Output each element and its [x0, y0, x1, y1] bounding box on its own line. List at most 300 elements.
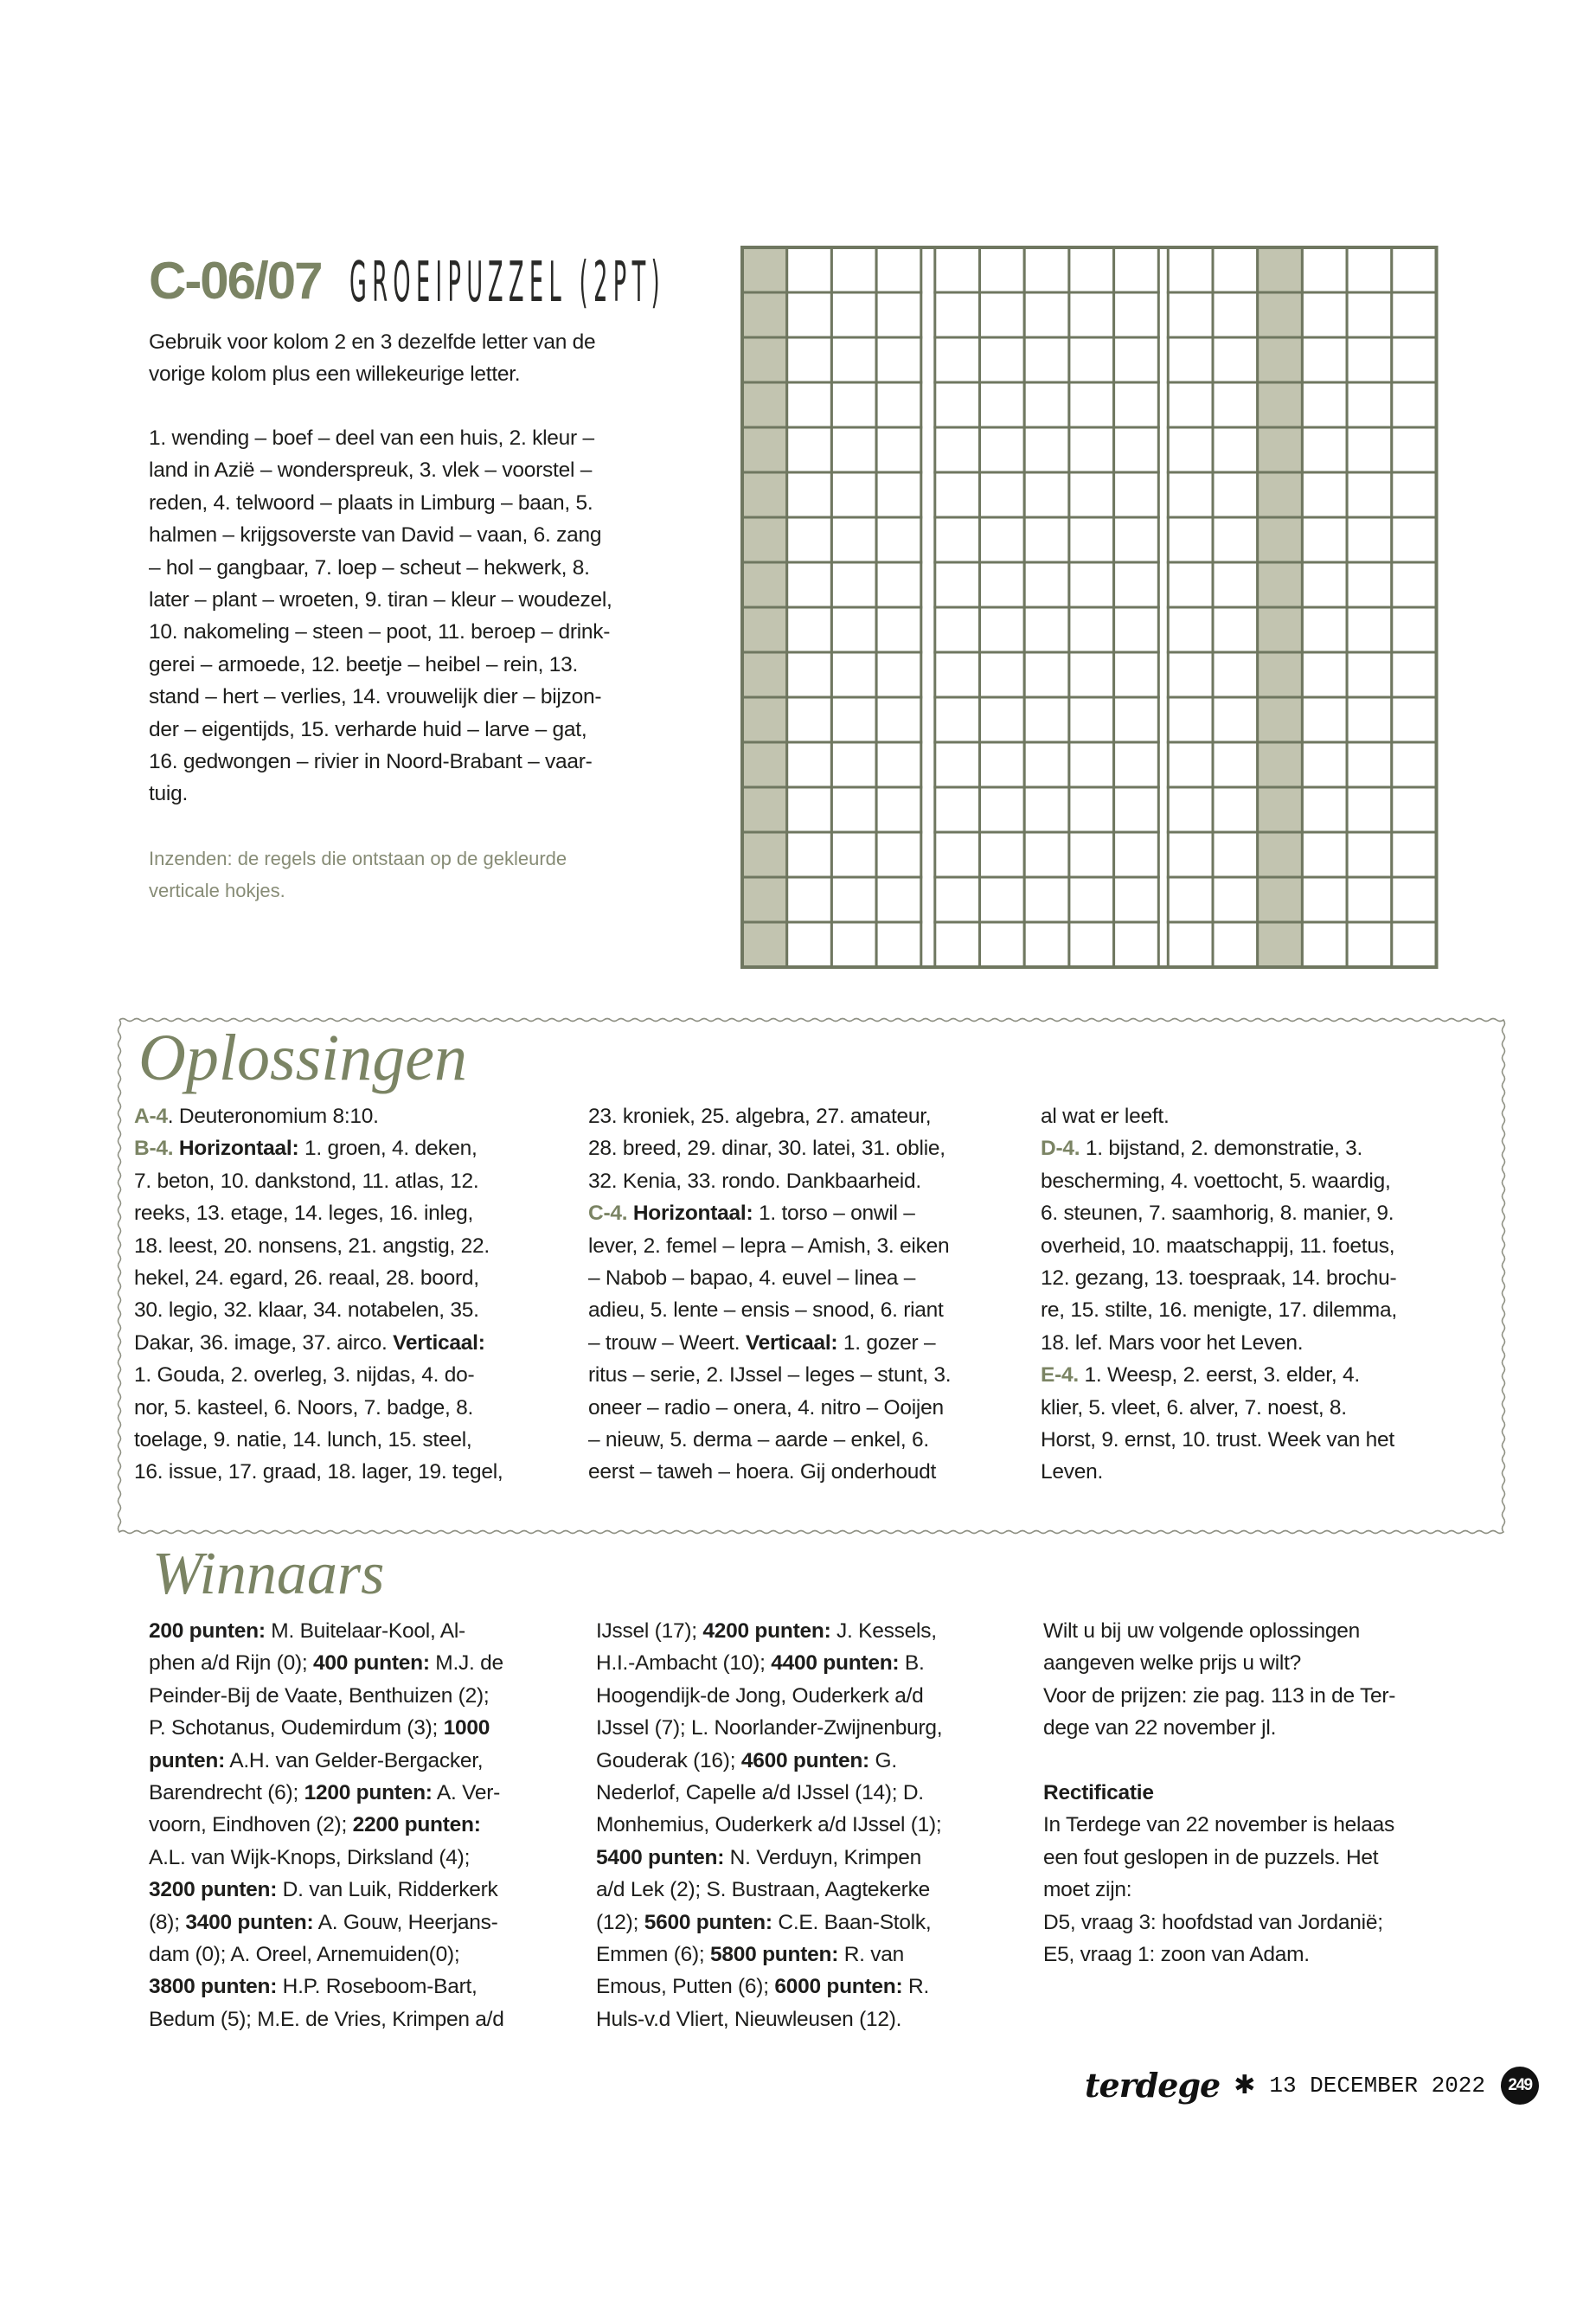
grid-cell — [980, 427, 1025, 472]
grid-cell — [1168, 877, 1213, 922]
text-segment: In Terdege van 22 november is helaas — [1043, 1813, 1394, 1837]
grid-cell — [1347, 427, 1392, 472]
grid-cell — [935, 787, 980, 832]
grid-cell — [980, 922, 1025, 967]
grid-cell — [1392, 877, 1437, 922]
grid-cell — [831, 472, 876, 517]
text-line — [149, 1971, 504, 2003]
grid-cell — [831, 427, 876, 472]
text-line — [149, 1907, 504, 1939]
bold-label: Verticaal: — [745, 1330, 838, 1355]
text-segment: M. Buitelaar-Kool, Al- — [265, 1619, 465, 1643]
grid-cell — [1024, 562, 1069, 607]
grid-cell — [1347, 787, 1392, 832]
grid-cell — [1168, 517, 1213, 562]
grid-cell — [831, 877, 876, 922]
grid-cell — [1114, 787, 1159, 832]
text-line — [149, 1712, 504, 1744]
text-line — [588, 1230, 951, 1262]
magazine-logo: terdege — [1084, 2066, 1221, 2105]
text-segment: 1. Gouda, 2. overleg, 3. nijdas, 4. do- — [134, 1363, 475, 1388]
grid-cell — [787, 472, 832, 517]
grid-cell — [876, 382, 921, 427]
text-segment: E5, vraag 1: zoon van Adam. — [1043, 1942, 1310, 1966]
grid-cell — [876, 562, 921, 607]
grid-cell — [1213, 652, 1258, 697]
grid-cell — [876, 607, 921, 652]
page-footer — [1085, 2064, 1485, 2107]
grid-cell — [1302, 877, 1347, 922]
text-segment: moet zijn: — [1043, 1878, 1132, 1902]
grid-cell — [1213, 562, 1258, 607]
grid-cell-shaded — [742, 337, 787, 382]
text-segment: eerst – taweh – hoera. Gij onderhoudt — [588, 1460, 937, 1484]
grid-cell — [1114, 877, 1159, 922]
text-line — [134, 1294, 503, 1326]
text-segment: dam (0); A. Oreel, Arnemuiden(0); — [149, 1942, 460, 1966]
puzzle-grid — [740, 246, 1443, 969]
grid-cell-shaded — [1258, 922, 1303, 967]
grid-cell — [787, 607, 832, 652]
page-number: 249 — [1501, 2067, 1539, 2105]
bold-label: 2200 punten: — [352, 1813, 481, 1837]
text-segment: C.E. Baan-Stolk, — [772, 1910, 932, 1934]
grid-cell-shaded — [1258, 517, 1303, 562]
text-segment: Emous, Putten (6); — [596, 1975, 775, 1999]
grid-cell — [1392, 697, 1437, 742]
grid-cell-shaded — [742, 382, 787, 427]
grid-cell — [1213, 247, 1258, 292]
grid-cell — [787, 877, 832, 922]
text-segment: 6. steunen, 7. saamhorig, 8. manier, 9. — [1041, 1202, 1394, 1226]
grid-cell — [1024, 922, 1069, 967]
grid-cell — [876, 337, 921, 382]
text-segment: R. — [902, 1975, 929, 1999]
grid-cell — [1302, 697, 1347, 742]
text-segment: bescherming, 4. voettocht, 5. waardig, — [1041, 1169, 1391, 1193]
text-segment: – hol – gangbaar, 7. loep – scheut – hekwerk, 8. — [149, 555, 590, 580]
grid-cell — [1114, 742, 1159, 787]
bold-label: 3400 punten: — [185, 1910, 314, 1934]
grid-cell — [1114, 832, 1159, 877]
grid-cell — [1347, 877, 1392, 922]
grid-cell — [1392, 247, 1437, 292]
text-line — [596, 1809, 942, 1841]
text-line — [134, 1100, 503, 1132]
text-line — [1041, 1197, 1397, 1229]
grid-cell — [876, 832, 921, 877]
grid-cell — [1168, 652, 1213, 697]
text-line — [588, 1327, 951, 1359]
grid-cell — [1024, 877, 1069, 922]
text-line — [149, 454, 612, 486]
grid-cell-shaded — [1258, 832, 1303, 877]
grid-cell — [876, 922, 921, 967]
grid-cell — [1024, 292, 1069, 337]
grid-cell — [1302, 337, 1347, 382]
text-line — [149, 326, 595, 358]
text-line — [1041, 1359, 1397, 1391]
grid-cell — [1302, 562, 1347, 607]
grid-cell — [1114, 247, 1159, 292]
grid-cell-shaded — [742, 607, 787, 652]
grid-cell — [1114, 472, 1159, 517]
text-line — [1043, 1809, 1395, 1841]
grid-cell — [1168, 382, 1213, 427]
grid-cell — [1302, 292, 1347, 337]
grid-cell — [1114, 652, 1159, 697]
text-line — [596, 2003, 942, 2035]
grid-cell — [831, 337, 876, 382]
grid-cell — [1213, 382, 1258, 427]
text-segment: dege van 22 november jl. — [1043, 1716, 1277, 1740]
text-line — [149, 616, 612, 648]
text-line — [134, 1456, 503, 1488]
grid-cell — [1114, 382, 1159, 427]
text-line — [149, 1874, 504, 1906]
grid-cell — [1347, 292, 1392, 337]
grid-cell — [980, 247, 1025, 292]
text-line — [1043, 1680, 1395, 1712]
grid-cell — [1392, 337, 1437, 382]
grid-cell-shaded — [742, 562, 787, 607]
grid-cell — [1069, 472, 1114, 517]
grid-cell — [876, 697, 921, 742]
grid-cell — [831, 517, 876, 562]
text-segment: 7. beton, 10. dankstond, 11. atlas, 12. — [134, 1169, 479, 1193]
text-segment: 30. legio, 32. klaar, 34. notabelen, 35. — [134, 1298, 479, 1323]
text-segment: toelage, 9. natie, 14. lunch, 15. steel, — [134, 1427, 472, 1452]
grid-cell — [1069, 742, 1114, 787]
grid-cell — [935, 832, 980, 877]
text-line — [596, 1842, 942, 1874]
grid-cell — [1168, 562, 1213, 607]
winners-column-3 — [1043, 1615, 1395, 1971]
text-segment: later – plant – wroeten, 9. tiran – kleur – woudezel, — [149, 587, 612, 612]
text-segment: land in Azië – wonderspreuk, 3. vlek – voorstel – — [149, 458, 593, 483]
text-line — [1041, 1424, 1397, 1456]
grid-cell-shaded — [1258, 607, 1303, 652]
text-segment: – Nabob – bapao, 4. euvel – linea – — [588, 1266, 916, 1290]
grid-cell — [980, 832, 1025, 877]
grid-cell — [1302, 832, 1347, 877]
grid-cell — [1024, 337, 1069, 382]
grid-cell — [1024, 247, 1069, 292]
solutions-column-3 — [1041, 1100, 1397, 1489]
bold-label: 4200 punten: — [702, 1619, 831, 1643]
grid-cell — [1302, 427, 1347, 472]
grid-cell — [876, 787, 921, 832]
text-segment: Emmen (6); — [596, 1942, 711, 1966]
grid-cell-shaded — [742, 292, 787, 337]
text-segment: Gouderak (16); — [596, 1748, 741, 1772]
grid-cell — [1302, 787, 1347, 832]
grid-cell — [1069, 922, 1114, 967]
grid-cell — [980, 787, 1025, 832]
text-segment: voorn, Eindhoven (2); — [149, 1813, 353, 1837]
grid-cell — [1392, 607, 1437, 652]
text-segment: Bedum (5); M.E. de Vries, Krimpen a/d — [149, 2007, 504, 2031]
grid-cell — [787, 697, 832, 742]
grid-cell — [1213, 787, 1258, 832]
grid-cell — [1213, 832, 1258, 877]
text-line — [1041, 1230, 1397, 1262]
grid-cell — [1024, 472, 1069, 517]
grid-cell — [1024, 652, 1069, 697]
grid-cell — [980, 292, 1025, 337]
grid-cell — [1069, 517, 1114, 562]
text-segment: tuig. — [149, 782, 189, 806]
grid-cell — [787, 517, 832, 562]
grid-cell — [1302, 517, 1347, 562]
text-line — [1043, 1615, 1395, 1647]
text-segment: IJssel (17); — [596, 1619, 703, 1643]
grid-cell — [1168, 922, 1213, 967]
bold-label: 1200 punten: — [304, 1780, 433, 1804]
submission-note — [149, 843, 567, 907]
grid-cell — [1069, 697, 1114, 742]
grid-cell — [1114, 697, 1159, 742]
grid-cell-shaded — [1258, 877, 1303, 922]
text-segment: 18. leest, 20. nonsens, 21. angstig, 22. — [134, 1234, 490, 1258]
grid-cell — [1347, 337, 1392, 382]
grid-cell — [1168, 832, 1213, 877]
text-line — [149, 519, 612, 551]
text-line — [149, 552, 612, 584]
text-line — [149, 1680, 504, 1712]
text-segment: reeks, 13. etage, 14. leges, 16. inleg, — [134, 1202, 474, 1226]
grid-cell — [876, 517, 921, 562]
grid-cell — [1392, 472, 1437, 517]
text-segment: J. Kessels, — [830, 1619, 937, 1643]
grid-cell — [1302, 742, 1347, 787]
text-line — [149, 422, 612, 454]
bold-label: 6000 punten: — [774, 1975, 903, 1999]
text-line — [134, 1230, 503, 1262]
grid-cell — [1392, 652, 1437, 697]
text-segment: lever, 2. femel – lepra – Amish, 3. eiken — [588, 1234, 950, 1258]
text-line — [596, 1647, 942, 1679]
grid-cell-shaded — [1258, 337, 1303, 382]
bold-label: 1000 — [443, 1716, 490, 1740]
text-segment: 1. Weesp, 2. eerst, 3. elder, 4. — [1078, 1363, 1360, 1388]
text-segment: N. Verduyn, Krimpen — [724, 1845, 921, 1869]
grid-cell — [1114, 562, 1159, 607]
text-line — [588, 1197, 951, 1229]
text-segment: (12); — [596, 1910, 644, 1934]
grid-cell-shaded — [742, 877, 787, 922]
text-line — [1043, 1874, 1395, 1906]
grid-cell — [980, 877, 1025, 922]
text-segment: Barendrecht (6); — [149, 1780, 304, 1804]
text-segment: al wat er leeft. — [1041, 1105, 1170, 1128]
grid-cell — [935, 337, 980, 382]
grid-cell — [787, 382, 832, 427]
grid-cell — [1069, 382, 1114, 427]
text-line — [149, 1615, 504, 1647]
grid-cell — [980, 607, 1025, 652]
grid-cell — [1302, 607, 1347, 652]
grid-cell — [935, 697, 980, 742]
bold-label: 3800 punten: — [149, 1975, 278, 1999]
text-line — [149, 1939, 504, 1971]
grid-cell — [787, 832, 832, 877]
grid-cell — [1392, 517, 1437, 562]
grid-cell — [876, 877, 921, 922]
grid-cell — [1347, 382, 1392, 427]
grid-cell-shaded — [742, 472, 787, 517]
text-line — [596, 1745, 942, 1777]
grid-cell — [1114, 517, 1159, 562]
text-line — [1043, 1712, 1395, 1744]
grid-cell-shaded — [742, 247, 787, 292]
grid-cell-shaded — [742, 517, 787, 562]
text-segment: 18. lef. Mars voor het Leven. — [1041, 1330, 1304, 1355]
text-line — [1043, 1842, 1395, 1874]
grid-cell — [935, 742, 980, 787]
text-segment: Nederlof, Capelle a/d IJssel (14); D. — [596, 1780, 924, 1804]
grid-cell — [1114, 427, 1159, 472]
text-segment: 28. breed, 29. dinar, 30. latei, 31. oblie, — [588, 1137, 945, 1161]
text-line — [588, 1424, 951, 1456]
grid-cell-shaded — [742, 652, 787, 697]
grid-cell — [935, 427, 980, 472]
text-line — [134, 1392, 503, 1424]
text-line — [1041, 1456, 1397, 1488]
section-label: D-4. — [1041, 1137, 1080, 1161]
grid-cell-shaded — [742, 697, 787, 742]
text-segment: (8); — [149, 1910, 186, 1934]
grid-cell — [1168, 337, 1213, 382]
grid-cell — [831, 607, 876, 652]
grid-cell — [1213, 922, 1258, 967]
text-segment: Voor de prijzen: zie pag. 113 in de Ter- — [1043, 1683, 1396, 1708]
grid-cell — [1069, 337, 1114, 382]
bold-label: 4600 punten: — [740, 1748, 869, 1772]
text-segment: . Deuteronomium 8:10. — [167, 1105, 379, 1128]
grid-cell — [1392, 742, 1437, 787]
grid-cell — [980, 337, 1025, 382]
grid-cell-shaded — [1258, 472, 1303, 517]
text-segment: Monhemius, Ouderkerk a/d IJssel (1); — [596, 1813, 942, 1837]
grid-cell — [980, 517, 1025, 562]
text-segment: aangeven welke prijs u wilt? — [1043, 1651, 1302, 1676]
text-segment: vorige kolom plus een willekeurige letter. — [149, 362, 521, 387]
text-segment: H.P. Roseboom-Bart, — [277, 1975, 478, 1999]
grid-cell — [831, 742, 876, 787]
bold-label: Horizontaal: — [178, 1137, 299, 1161]
text-line — [1043, 1777, 1395, 1809]
winners-column-2 — [596, 1615, 942, 2035]
text-segment: 32. Kenia, 33. rondo. Dankbaarheid. — [588, 1169, 921, 1193]
text-line — [149, 584, 612, 616]
issue-date: 13 DECEMBER 2022 — [1269, 2073, 1485, 2099]
text-line — [149, 649, 612, 681]
text-line — [588, 1100, 951, 1132]
winners-heading: Winnaars — [152, 1541, 385, 1607]
grid-cell — [787, 922, 832, 967]
text-line — [1041, 1327, 1397, 1359]
grid-cell — [876, 247, 921, 292]
grid-cell — [1069, 787, 1114, 832]
section-label: E-4. — [1041, 1363, 1079, 1388]
grid-cell — [1069, 877, 1114, 922]
text-segment: gerei – armoede, 12. beetje – heibel – rein, 13. — [149, 652, 579, 676]
grid-cell — [1069, 427, 1114, 472]
text-segment: Leven. — [1041, 1460, 1104, 1484]
grid-cell — [1069, 562, 1114, 607]
grid-cell — [1347, 247, 1392, 292]
text-segment: 1. torso – onwil – — [753, 1202, 915, 1226]
text-segment: – trouw – Weert. — [588, 1330, 746, 1355]
grid-cell — [876, 742, 921, 787]
text-line — [596, 1680, 942, 1712]
grid-cell — [831, 562, 876, 607]
grid-cell — [1392, 427, 1437, 472]
text-line — [149, 714, 612, 746]
grid-cell — [980, 697, 1025, 742]
grid-cell — [1114, 337, 1159, 382]
section-label: B-4. — [134, 1137, 179, 1161]
solutions-column-1 — [134, 1100, 503, 1489]
grid-cell-shaded — [1258, 652, 1303, 697]
grid-cell — [1069, 247, 1114, 292]
grid-cell — [980, 382, 1025, 427]
text-segment: 1. gozer – — [837, 1330, 936, 1355]
grid-cell — [876, 652, 921, 697]
text-segment: A.L. van Wijk-Knops, Dirksland (4); — [149, 1845, 471, 1869]
text-line — [588, 1392, 951, 1424]
text-line — [134, 1165, 503, 1197]
grid-cell — [787, 427, 832, 472]
grid-cell — [787, 652, 832, 697]
grid-cell-shaded — [1258, 292, 1303, 337]
grid-cell — [1024, 787, 1069, 832]
grid-cell — [787, 562, 832, 607]
text-line — [596, 1971, 942, 2003]
bold-label: 5400 punten: — [596, 1845, 725, 1869]
grid-cell — [1347, 652, 1392, 697]
text-segment: Peinder-Bij de Vaate, Benthuizen (2); — [149, 1683, 490, 1708]
bold-label: 5600 punten: — [644, 1910, 772, 1934]
text-line — [149, 1777, 504, 1809]
text-line — [149, 358, 595, 390]
grid-cell — [980, 562, 1025, 607]
puzzle-clues — [149, 422, 612, 811]
grid-cell — [935, 472, 980, 517]
text-line — [596, 1777, 942, 1809]
grid-cell — [1302, 472, 1347, 517]
text-line — [588, 1262, 951, 1294]
text-segment: 1. bijstand, 2. demonstratie, 3. — [1080, 1137, 1363, 1161]
bold-label: Verticaal: — [393, 1330, 485, 1355]
bold-label: punten: — [149, 1748, 226, 1772]
grid-cell — [935, 877, 980, 922]
bold-label: 4400 punten: — [771, 1651, 900, 1676]
grid-cell — [1392, 922, 1437, 967]
grid-cell — [1069, 292, 1114, 337]
grid-cell — [876, 427, 921, 472]
text-segment: een fout geslopen in de puzzels. Het — [1043, 1845, 1379, 1869]
grid-cell — [1302, 652, 1347, 697]
bold-label: 200 punten: — [149, 1619, 266, 1643]
text-segment: der – eigentijds, 15. verharde huid – larve – gat, — [149, 717, 587, 741]
text-line — [1043, 1745, 1395, 1777]
text-segment: 10. nakomeling – steen – poot, 11. beroep – drink- — [149, 620, 611, 644]
text-segment: A. Gouw, Heerjans- — [313, 1910, 498, 1934]
grid-cell — [1213, 517, 1258, 562]
grid-cell-shaded — [1258, 562, 1303, 607]
